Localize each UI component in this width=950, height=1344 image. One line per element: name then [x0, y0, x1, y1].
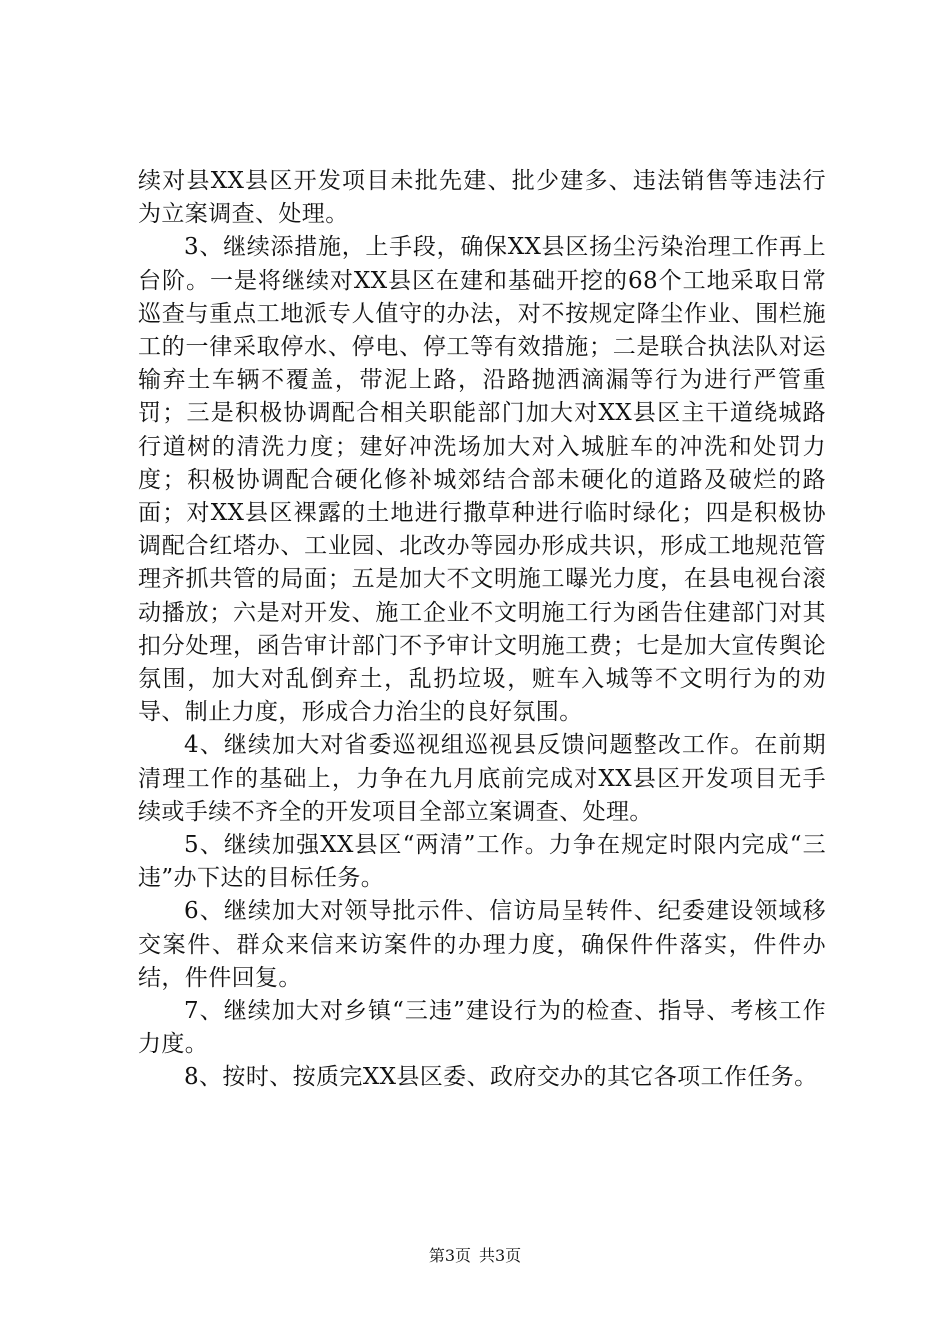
paragraph-item-6: 6、继续加大对领导批示件、信访局呈转件、纪委建设领域移交案件、群众来信来访案件的办理力度，确保件件落实，件件办结，件件回复。 — [138, 898, 826, 991]
paragraph-item-4: 4、继续加大对省委巡视组巡视县反馈问题整改工作。在前期清理工作的基础上，力争在九月底前完成对XX县区开发项目无手续或手续不齐全的开发项目全部立案调查、处理。 — [138, 732, 826, 825]
paragraph-item-3: 3、继续添措施，上手段，确保XX县区扬尘污染治理工作再上台阶。一是将继续对XX县区在建和基础开挖的68个工地采取日常巡查与重点工地派专人值守的办法，对不按规定降尘作业、围栏施工的一律采取停水、停电、停工等有效措施；二是联合执法队对运输弃土车辆不覆盖，带泥上路，沿路抛洒滴漏等行为进行严管重罚；三是积极协调配合相关职能部门加大对XX县区主干道绕城路行道树的清洗力度；建好冲洗场加大对入城脏车的冲洗和处罚力度；积极协调配合硬化修补城郊结合部未硬化的道路及破烂的路面；对XX县区裸露的土地进行撒草种进行临时绿化；四是积极协调配合红塔办、工业园、北改办等园办形成共识，形成工地规范管理齐抓共管的局面；五是加大不文明施工曝光力度，在县电视台滚动播放；六是对开发、施工企业不文明施工行为函告住建部门对其扣分处理，函告审计部门不予审计文明施工费；七是加大宣传舆论氛围，加大对乱倒弃土，乱扔垃圾，赃车入城等不文明行为的劝导、制止力度，形成合力治尘的良好氛围。 — [138, 234, 826, 726]
paragraph-item-5: 5、继续加强XX县区“两清”工作。力争在规定时限内完成“三违”办下达的目标任务。 — [138, 832, 826, 892]
paragraph-item-8: 8、按时、按质完XX县区委、政府交办的其它各项工作任务。 — [184, 1064, 818, 1091]
paragraph-continuation: 续对县XX县区开发项目未批先建、批少建多、违法销售等违法行为立案调查、处理。 — [138, 168, 826, 228]
document-body — [138, 165, 826, 1095]
paragraph-item-7: 7、继续加大对乡镇“三违”建设行为的检查、指导、考核工作力度。 — [138, 998, 826, 1058]
page-footer — [0, 1246, 950, 1266]
page-number-total: 共3页 — [479, 1246, 522, 1265]
page-number-current: 第3页 — [428, 1246, 471, 1265]
